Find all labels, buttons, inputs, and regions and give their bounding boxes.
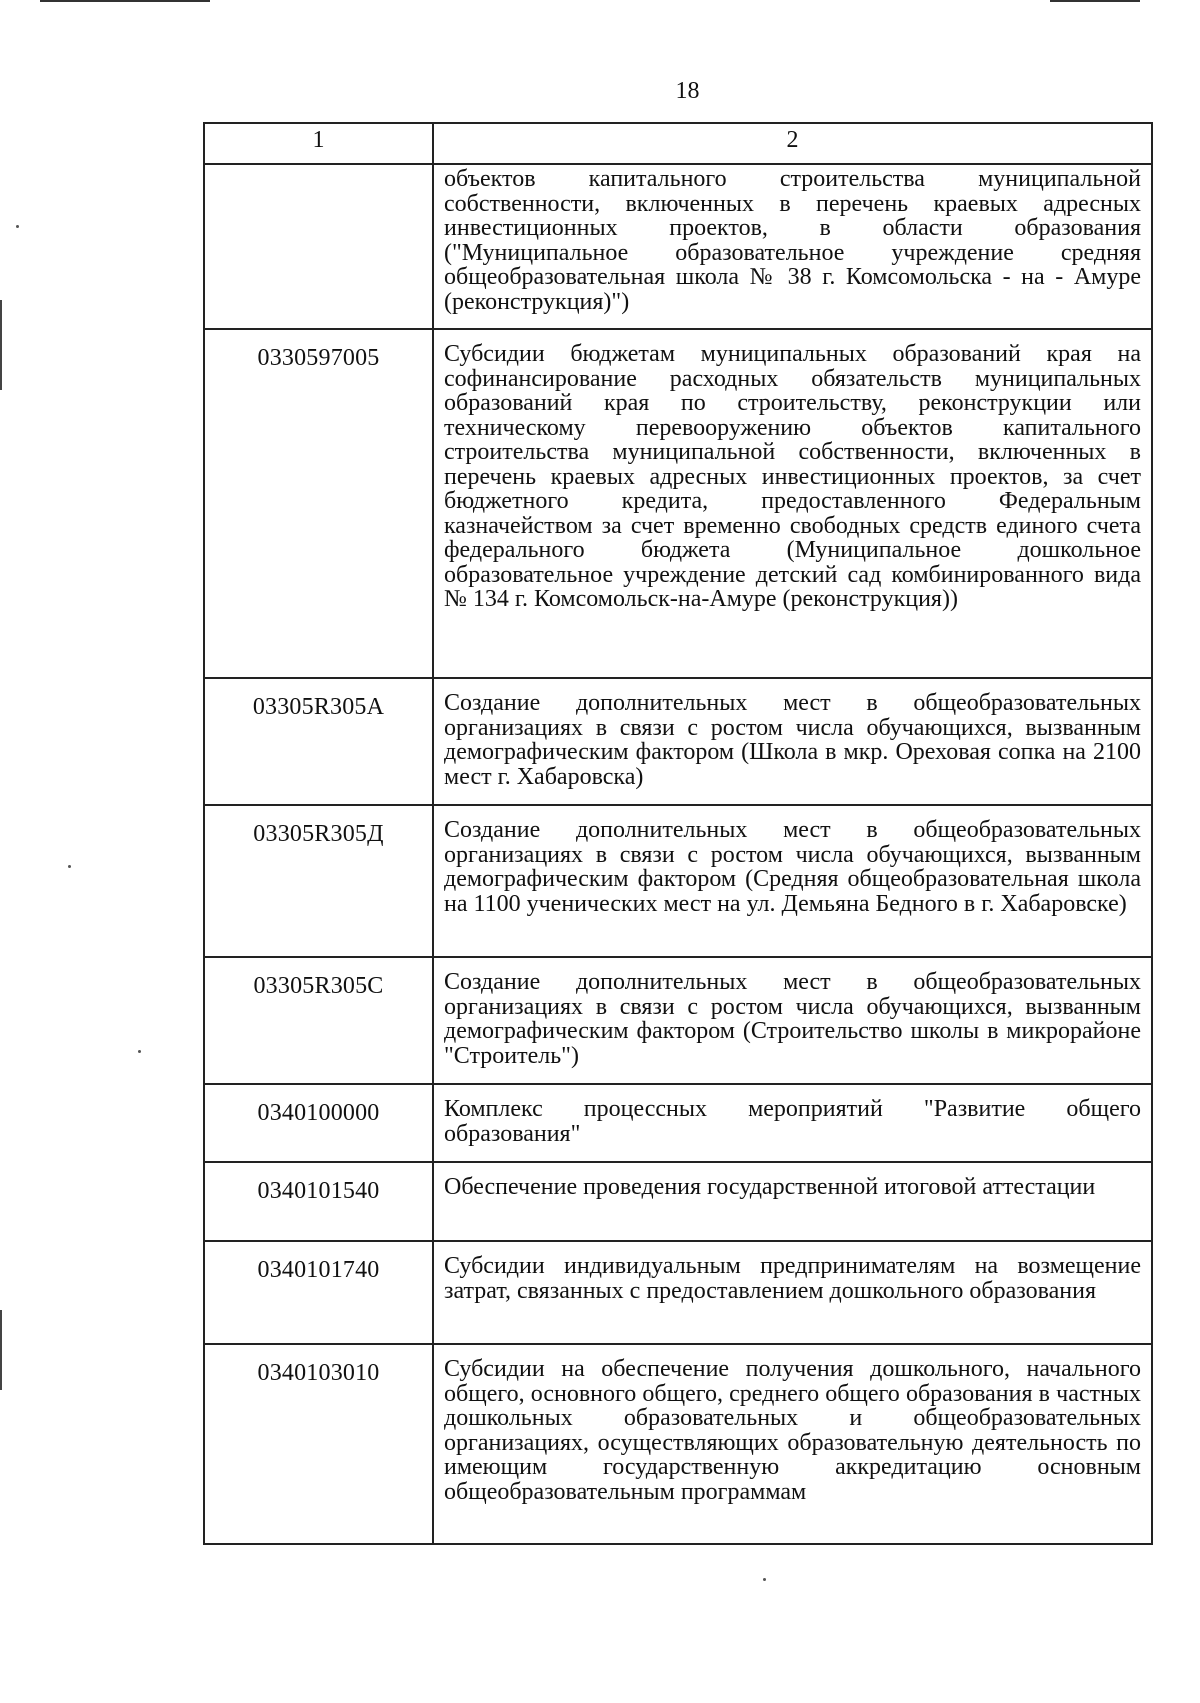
scan-speck xyxy=(16,225,19,228)
table-row xyxy=(204,329,1152,678)
table-row xyxy=(204,164,1152,329)
table-row xyxy=(204,1162,1152,1241)
document-table xyxy=(203,122,1153,1545)
row-description: Комплекс процессных мероприятий "Развитие общего образования" xyxy=(433,1084,1152,1162)
row-code: 0340101740 xyxy=(204,1241,433,1344)
scan-speck xyxy=(763,1578,766,1581)
page-number: 18 xyxy=(675,78,700,104)
scan-speck xyxy=(138,1050,141,1053)
row-description: Субсидии на обеспечение получения дошкольного, начального общего, основного общего, среднего общего образования в частных дошкольных образовательных и общеобразовательных организациях, осуществляющих образовательную деятельность по имеющим государственную аккредитацию основным общеобразовательным программам xyxy=(433,1344,1152,1544)
row-code: 03305R305Д xyxy=(204,805,433,957)
row-code: 0340100000 xyxy=(204,1084,433,1162)
scan-top-left-rule xyxy=(40,0,210,2)
scan-left-edge-mark xyxy=(0,1310,2,1390)
row-code: 03305R305C xyxy=(204,957,433,1084)
table-header-row xyxy=(204,123,1152,164)
row-description: Создание дополнительных мест в общеобразовательных организациях в связи с ростом числа обучающихся, вызванным демографическим фактором (Школа в мкр. Ореховая сопка на 2100 мест г. Хабаровска) xyxy=(433,678,1152,805)
table-row xyxy=(204,805,1152,957)
row-description: Субсидии бюджетам муниципальных образований края на софинансирование расходных обязательств муниципальных образований края по строительству, реконструкции или техническому перевооружению объектов капитального строительства муниципальной собственности, включенных в перечень краевых адресных инвестиционных проектов, за счет бюджетного кредита, предоставленного Федеральным казначейством за счет временно свободных средств единого счета федерального бюджета (Муниципальное дошкольное образовательное учреждение детский сад комбинированного вида № 134 г. Комсомольск-на-Амуре (реконструкция)) xyxy=(433,329,1152,678)
row-code: 0340101540 xyxy=(204,1162,433,1241)
table-row xyxy=(204,1241,1152,1344)
scan-speck xyxy=(68,865,71,868)
table-row xyxy=(204,1084,1152,1162)
row-description: Субсидии индивидуальным предпринимателям на возмещение затрат, связанных с предоставлением дошкольного образования xyxy=(433,1241,1152,1344)
row-code: 0340103010 xyxy=(204,1344,433,1544)
row-description: Создание дополнительных мест в общеобразовательных организациях в связи с ростом числа обучающихся, вызванным демографическим фактором (Строительство школы в микрорайоне "Строитель") xyxy=(433,957,1152,1084)
table-row xyxy=(204,957,1152,1084)
scan-left-edge-mark xyxy=(0,300,2,390)
table-row xyxy=(204,1344,1152,1544)
column-header-name: 2 xyxy=(433,123,1152,164)
row-description: Обеспечение проведения государственной итоговой аттестации xyxy=(433,1162,1152,1241)
table-row xyxy=(204,678,1152,805)
row-description: объектов капитального строительства муниципальной собственности, включенных в перечень краевых адресных инвестиционных проектов, в области образования ("Муниципальное образовательное учреждение средняя общеобразовательная школа № 38 г. Комсомольска - на - Амуре (реконструкция)") xyxy=(433,164,1152,329)
row-description: Создание дополнительных мест в общеобразовательных организациях в связи с ростом числа обучающихся, вызванным демографическим фактором (Средняя общеобразовательная школа на 1100 ученических мест на ул. Демьяна Бедного в г. Хабаровске) xyxy=(433,805,1152,957)
row-code: 0330597005 xyxy=(204,329,433,678)
row-code xyxy=(204,164,433,329)
row-code: 03305R305A xyxy=(204,678,433,805)
scan-top-right-rule xyxy=(1050,0,1140,2)
column-header-code: 1 xyxy=(204,123,433,164)
